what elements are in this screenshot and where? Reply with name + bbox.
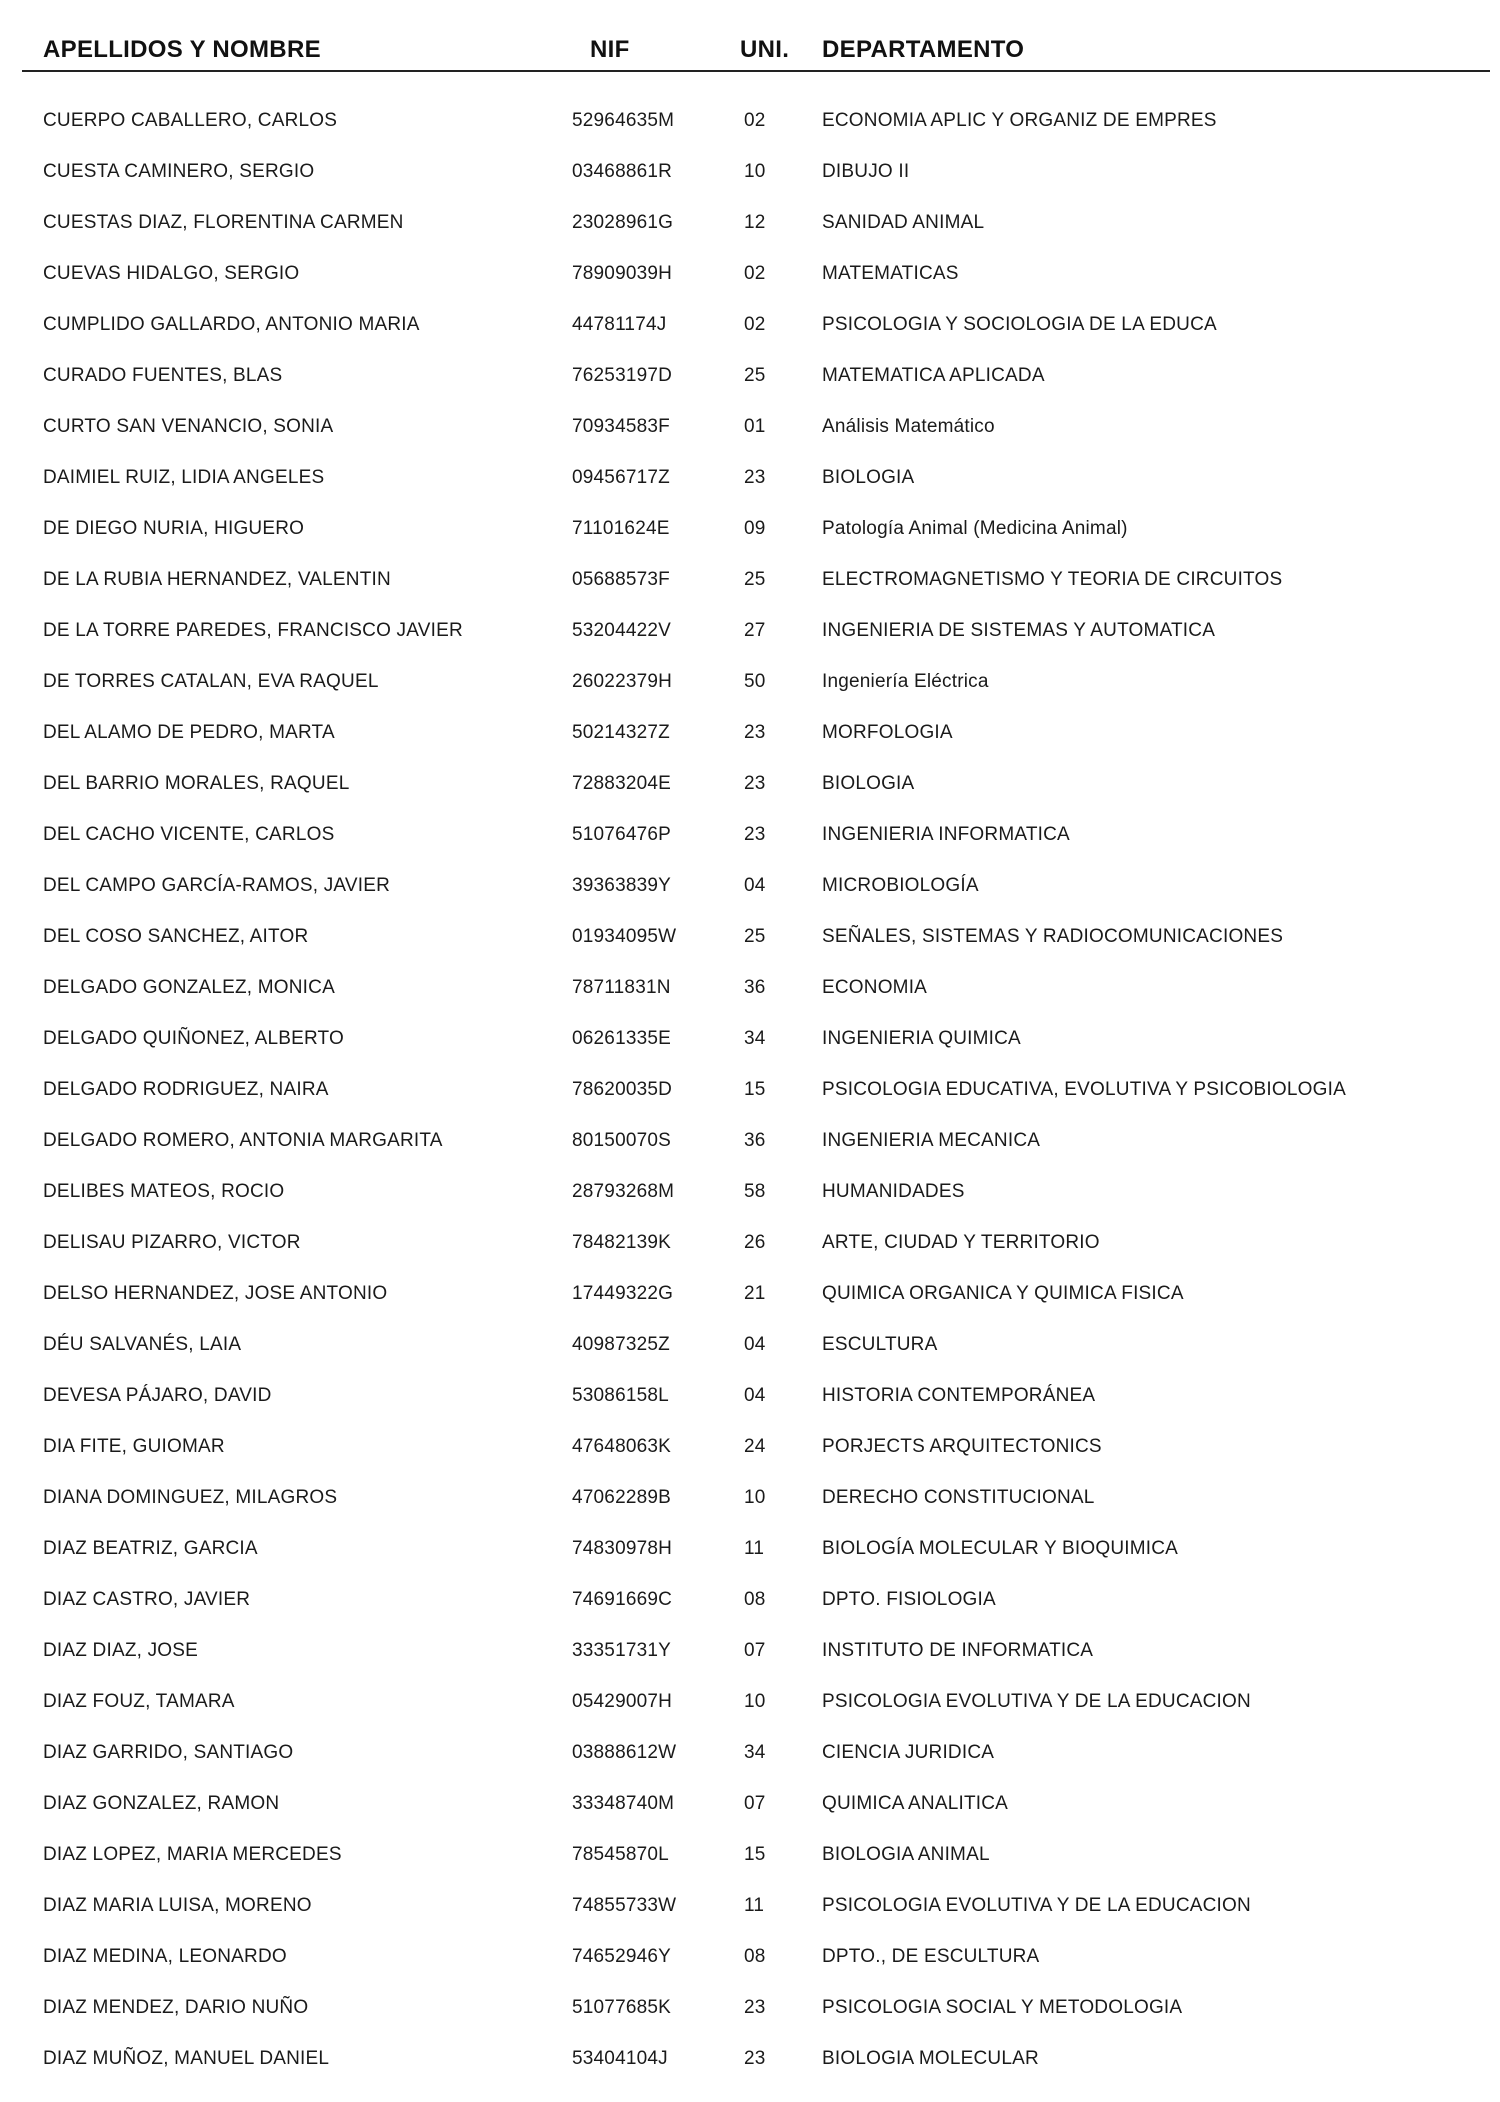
row-nif: 53086158L: [572, 1385, 669, 1406]
row-nif: 03888612W: [572, 1742, 677, 1763]
row-department: BIOLOGIA: [822, 773, 915, 794]
table-row: [0, 355, 1500, 406]
row-nif: 52964635M: [572, 110, 675, 131]
row-department: INGENIERIA INFORMATICA: [822, 824, 1070, 845]
row-uni: 23: [744, 1997, 766, 2018]
row-uni: 11: [744, 1538, 765, 1559]
row-name: DE DIEGO NURIA, HIGUERO: [43, 518, 305, 539]
table-row: [0, 1681, 1500, 1732]
row-department: DPTO., DE ESCULTURA: [822, 1946, 1040, 1967]
row-uni: 25: [744, 569, 766, 590]
table-row: [0, 253, 1500, 304]
row-uni: 25: [744, 926, 766, 947]
row-name: DELSO HERNANDEZ, JOSE ANTONIO: [43, 1283, 388, 1304]
row-department: INGENIERIA MECANICA: [822, 1130, 1041, 1151]
row-department: CIENCIA JURIDICA: [822, 1742, 995, 1763]
table-row: [0, 559, 1500, 610]
table-row: [0, 814, 1500, 865]
row-name: DIANA DOMINGUEZ, MILAGROS: [43, 1487, 338, 1508]
row-nif: 70934583F: [572, 416, 670, 437]
row-uni: 23: [744, 824, 766, 845]
row-uni: 36: [744, 1130, 766, 1151]
table-row: [0, 202, 1500, 253]
row-nif: 40987325Z: [572, 1334, 670, 1355]
table-row: [0, 763, 1500, 814]
row-department: ECONOMIA APLIC Y ORGANIZ DE EMPRES: [822, 110, 1217, 131]
row-name: DELGADO ROMERO, ANTONIA MARGARITA: [43, 1130, 443, 1151]
row-nif: 80150070S: [572, 1130, 672, 1151]
row-nif: 06261335E: [572, 1028, 672, 1049]
row-uni: 15: [744, 1079, 766, 1100]
row-name: DIAZ LOPEZ, MARIA MERCEDES: [43, 1844, 342, 1865]
row-name: DELGADO QUIÑONEZ, ALBERTO: [43, 1028, 344, 1049]
row-name: DIAZ DIAZ, JOSE: [43, 1640, 199, 1661]
row-uni: 24: [744, 1436, 766, 1457]
row-uni: 25: [744, 365, 766, 386]
row-nif: 74691669C: [572, 1589, 673, 1610]
table-row: [0, 2038, 1500, 2089]
row-uni: 12: [744, 212, 766, 233]
row-name: DIAZ MARIA LUISA, MORENO: [43, 1895, 312, 1916]
row-department: MATEMATICAS: [822, 263, 959, 284]
row-department: PSICOLOGIA Y SOCIOLOGIA DE LA EDUCA: [822, 314, 1217, 335]
row-nif: 72883204E: [572, 773, 672, 794]
row-nif: 74855733W: [572, 1895, 677, 1916]
row-nif: 23028961G: [572, 212, 674, 233]
row-uni: 34: [744, 1742, 766, 1763]
row-department: QUIMICA ANALITICA: [822, 1793, 1009, 1814]
table-row: [0, 406, 1500, 457]
row-nif: 28793268M: [572, 1181, 675, 1202]
row-name: DEL BARRIO MORALES, RAQUEL: [43, 773, 350, 794]
row-uni: 08: [744, 1946, 766, 1967]
row-department: INSTITUTO DE INFORMATICA: [822, 1640, 1094, 1661]
table-row: [0, 1885, 1500, 1936]
table-row: [0, 1987, 1500, 2038]
table-row: [0, 1018, 1500, 1069]
row-uni: 36: [744, 977, 766, 998]
table-row: [0, 1426, 1500, 1477]
row-department: INGENIERIA DE SISTEMAS Y AUTOMATICA: [822, 620, 1216, 641]
header-nif: NIF: [590, 36, 630, 63]
row-nif: 74652946Y: [572, 1946, 672, 1967]
row-department: DPTO. FISIOLOGIA: [822, 1589, 996, 1610]
row-name: DELGADO RODRIGUEZ, NAIRA: [43, 1079, 329, 1100]
row-uni: 02: [744, 314, 766, 335]
table-header: [0, 0, 1500, 72]
row-department: HUMANIDADES: [822, 1181, 965, 1202]
row-nif: 50214327Z: [572, 722, 670, 743]
row-name: DIAZ FOUZ, TAMARA: [43, 1691, 235, 1712]
row-name: CUEVAS HIDALGO, SERGIO: [43, 263, 300, 284]
table-row: [0, 1375, 1500, 1426]
row-nif: 78711831N: [572, 977, 671, 998]
row-uni: 09: [744, 518, 766, 539]
row-name: DE LA TORRE PAREDES, FRANCISCO JAVIER: [43, 620, 463, 641]
row-department: BIOLOGÍA MOLECULAR Y BIOQUIMICA: [822, 1538, 1179, 1559]
row-nif: 74830978H: [572, 1538, 673, 1559]
row-department: MATEMATICA APLICADA: [822, 365, 1045, 386]
table-row: [0, 1171, 1500, 1222]
row-department: PSICOLOGIA EVOLUTIVA Y DE LA EDUCACION: [822, 1895, 1251, 1916]
row-department: PSICOLOGIA SOCIAL Y METODOLOGIA: [822, 1997, 1183, 2018]
row-nif: 71101624E: [572, 518, 670, 539]
row-uni: 04: [744, 875, 766, 896]
row-nif: 47648063K: [572, 1436, 672, 1457]
row-uni: 23: [744, 773, 766, 794]
table-row: [0, 1273, 1500, 1324]
row-name: DIAZ MENDEZ, DARIO NUÑO: [43, 1997, 309, 2018]
row-department: SANIDAD ANIMAL: [822, 212, 985, 233]
row-nif: 44781174J: [572, 314, 667, 335]
row-nif: 05688573F: [572, 569, 670, 590]
row-nif: 76253197D: [572, 365, 673, 386]
row-nif: 01934095W: [572, 926, 677, 947]
row-uni: 23: [744, 467, 766, 488]
row-department: ESCULTURA: [822, 1334, 938, 1355]
row-department: DIBUJO II: [822, 161, 910, 182]
table-row: [0, 1834, 1500, 1885]
row-nif: 51076476P: [572, 824, 672, 845]
row-name: DAIMIEL RUIZ, LIDIA ANGELES: [43, 467, 325, 488]
row-uni: 26: [744, 1232, 766, 1253]
table-row: [0, 1630, 1500, 1681]
row-uni: 10: [744, 1691, 766, 1712]
row-name: DIAZ BEATRIZ, GARCIA: [43, 1538, 258, 1559]
row-department: BIOLOGIA ANIMAL: [822, 1844, 990, 1865]
row-nif: 78620035D: [572, 1079, 673, 1100]
row-department: BIOLOGIA: [822, 467, 915, 488]
row-uni: 58: [744, 1181, 766, 1202]
table-row: [0, 100, 1500, 151]
row-department: BIOLOGIA MOLECULAR: [822, 2048, 1039, 2069]
table-row: [0, 304, 1500, 355]
table-row: [0, 151, 1500, 202]
row-department: QUIMICA ORGANICA Y QUIMICA FISICA: [822, 1283, 1184, 1304]
row-nif: 39363839Y: [572, 875, 672, 896]
row-department: PORJECTS ARQUITECTONICS: [822, 1436, 1102, 1457]
row-name: DIAZ MUÑOZ, MANUEL DANIEL: [43, 2048, 330, 2069]
row-uni: 04: [744, 1385, 766, 1406]
row-uni: 07: [744, 1640, 766, 1661]
table-row: [0, 712, 1500, 763]
table-row: [0, 1732, 1500, 1783]
row-nif: 09456717Z: [572, 467, 670, 488]
row-department: Patología Animal (Medicina Animal): [822, 518, 1128, 539]
header-divider: [22, 70, 1490, 72]
row-nif: 05429007H: [572, 1691, 673, 1712]
table-row: [0, 1579, 1500, 1630]
table-row: [0, 508, 1500, 559]
row-name: DEL CAMPO GARCÍA-RAMOS, JAVIER: [43, 875, 390, 896]
row-name: DELIBES MATEOS, ROCIO: [43, 1181, 285, 1202]
table-row: [0, 1120, 1500, 1171]
row-name: CUESTAS DIAZ, FLORENTINA CARMEN: [43, 212, 404, 233]
table-row: [0, 916, 1500, 967]
row-name: DELISAU PIZARRO, VICTOR: [43, 1232, 301, 1253]
header-department: DEPARTAMENTO: [822, 36, 1025, 63]
row-department: ELECTROMAGNETISMO Y TEORIA DE CIRCUITOS: [822, 569, 1283, 590]
row-name: DEL COSO SANCHEZ, AITOR: [43, 926, 309, 947]
row-nif: 53404104J: [572, 2048, 668, 2069]
row-department: HISTORIA CONTEMPORÁNEA: [822, 1385, 1096, 1406]
row-department: SEÑALES, SISTEMAS Y RADIOCOMUNICACIONES: [822, 926, 1284, 947]
row-name: DIAZ MEDINA, LEONARDO: [43, 1946, 287, 1967]
row-department: PSICOLOGIA EVOLUTIVA Y DE LA EDUCACION: [822, 1691, 1251, 1712]
row-nif: 78545870L: [572, 1844, 669, 1865]
row-uni: 07: [744, 1793, 766, 1814]
row-name: CUERPO CABALLERO, CARLOS: [43, 110, 338, 131]
table-row: [0, 1528, 1500, 1579]
row-nif: 47062289B: [572, 1487, 672, 1508]
table-row: [0, 1222, 1500, 1273]
row-name: DEL ALAMO DE PEDRO, MARTA: [43, 722, 335, 743]
row-nif: 51077685K: [572, 1997, 672, 2018]
table-row: [0, 865, 1500, 916]
row-nif: 78909039H: [572, 263, 673, 284]
row-nif: 33351731Y: [572, 1640, 672, 1661]
row-uni: 08: [744, 1589, 766, 1610]
row-uni: 02: [744, 263, 766, 284]
row-nif: 53204422V: [572, 620, 672, 641]
row-name: DE TORRES CATALAN, EVA RAQUEL: [43, 671, 379, 692]
row-name: DEL CACHO VICENTE, CARLOS: [43, 824, 335, 845]
table-row: [0, 1477, 1500, 1528]
row-uni: 50: [744, 671, 766, 692]
row-name: DIAZ CASTRO, JAVIER: [43, 1589, 251, 1610]
row-nif: 03468861R: [572, 161, 673, 182]
row-department: PSICOLOGIA EDUCATIVA, EVOLUTIVA Y PSICOBIOLOGIA: [822, 1079, 1346, 1100]
row-uni: 11: [744, 1895, 765, 1916]
row-department: MORFOLOGIA: [822, 722, 953, 743]
row-department: Ingeniería Eléctrica: [822, 671, 989, 692]
row-uni: 21: [744, 1283, 766, 1304]
table-row: [0, 610, 1500, 661]
row-name: DIAZ GONZALEZ, RAMON: [43, 1793, 280, 1814]
table-row: [0, 1324, 1500, 1375]
row-name: DÉU SALVANÉS, LAIA: [43, 1334, 242, 1355]
row-name: CUESTA CAMINERO, SERGIO: [43, 161, 315, 182]
table-row: [0, 1936, 1500, 1987]
row-nif: 78482139K: [572, 1232, 672, 1253]
row-nif: 33348740M: [572, 1793, 675, 1814]
header-name: APELLIDOS Y NOMBRE: [43, 36, 321, 63]
table-row: [0, 1069, 1500, 1120]
row-name: DEVESA PÁJARO, DAVID: [43, 1385, 272, 1406]
table-row: [0, 661, 1500, 712]
row-name: DIA FITE, GUIOMAR: [43, 1436, 225, 1457]
row-uni: 01: [744, 416, 766, 437]
table-row: [0, 967, 1500, 1018]
table-row: [0, 1783, 1500, 1834]
row-name: CURTO SAN VENANCIO, SONIA: [43, 416, 334, 437]
row-uni: 34: [744, 1028, 766, 1049]
row-uni: 15: [744, 1844, 766, 1865]
table-body: [0, 100, 1500, 2089]
header-uni: UNI.: [740, 36, 790, 63]
row-department: ARTE, CIUDAD Y TERRITORIO: [822, 1232, 1100, 1253]
row-uni: 23: [744, 2048, 766, 2069]
row-name: CURADO FUENTES, BLAS: [43, 365, 283, 386]
row-uni: 10: [744, 161, 766, 182]
row-name: CUMPLIDO GALLARDO, ANTONIO MARIA: [43, 314, 420, 335]
row-nif: 26022379H: [572, 671, 673, 692]
row-department: INGENIERIA QUIMICA: [822, 1028, 1021, 1049]
row-department: ECONOMIA: [822, 977, 928, 998]
table-row: [0, 457, 1500, 508]
row-department: DERECHO CONSTITUCIONAL: [822, 1487, 1095, 1508]
row-nif: 17449322G: [572, 1283, 674, 1304]
row-department: Análisis Matemático: [822, 416, 995, 437]
row-name: DE LA RUBIA HERNANDEZ, VALENTIN: [43, 569, 391, 590]
row-name: DIAZ GARRIDO, SANTIAGO: [43, 1742, 294, 1763]
row-uni: 02: [744, 110, 766, 131]
row-department: MICROBIOLOGÍA: [822, 875, 979, 896]
row-uni: 23: [744, 722, 766, 743]
row-uni: 04: [744, 1334, 766, 1355]
row-name: DELGADO GONZALEZ, MONICA: [43, 977, 335, 998]
row-uni: 10: [744, 1487, 766, 1508]
row-uni: 27: [744, 620, 766, 641]
